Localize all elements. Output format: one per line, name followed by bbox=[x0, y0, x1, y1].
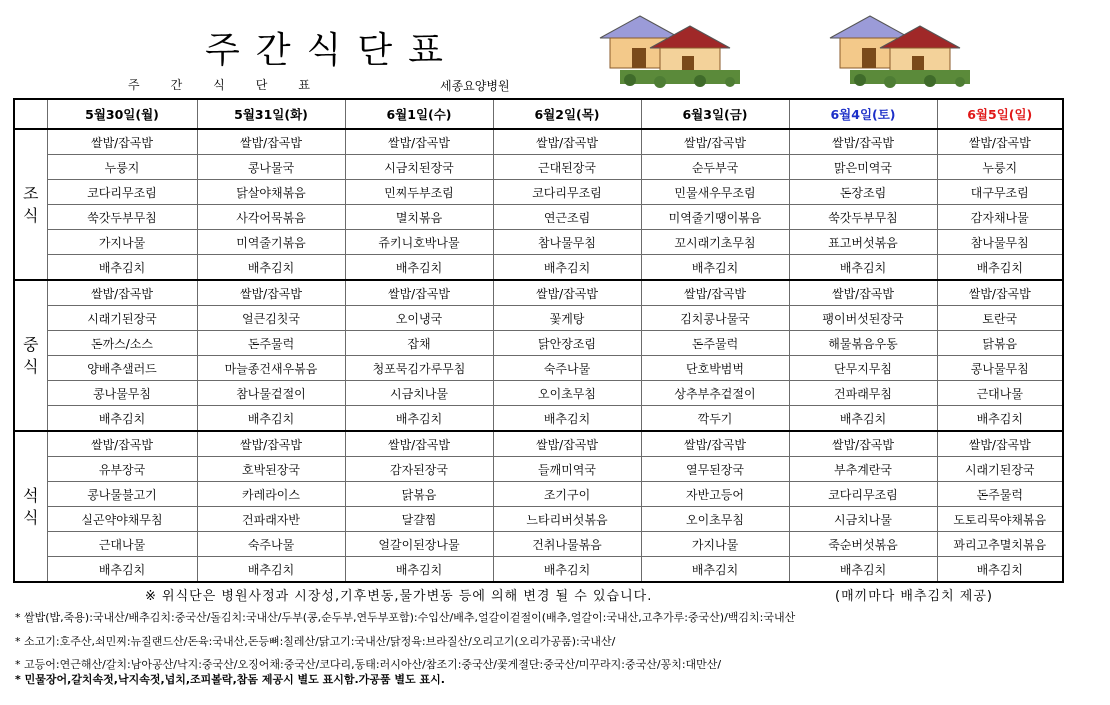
menu-cell: 근대나물 bbox=[937, 381, 1063, 406]
menu-row bbox=[14, 381, 1063, 406]
meal-label: 석 식 bbox=[14, 431, 47, 582]
menu-cell: 돈주물럭 bbox=[937, 482, 1063, 507]
menu-cell: 쌀밥/잡곡밥 bbox=[641, 280, 789, 306]
day-header-row bbox=[14, 99, 1063, 129]
menu-cell: 건파래자반 bbox=[197, 507, 345, 532]
menu-cell: 카레라이스 bbox=[197, 482, 345, 507]
corner-cell bbox=[14, 99, 47, 129]
menu-cell: 감자된장국 bbox=[345, 457, 493, 482]
menu-row bbox=[14, 230, 1063, 255]
menu-cell: 닭안장조림 bbox=[493, 331, 641, 356]
origin-line: * 소고기:호주산,쇠민찌:뉴질랜드산/돈육:국내산,돈등뼈:칠레산/닭고기:국내산/닭정육:브라질산/오리고기(오리가공품):국내산/ bbox=[15, 635, 616, 648]
menu-cell: 배추김치 bbox=[345, 406, 493, 432]
change-notice: ※ 위식단은 병원사정과 시장성,기후변동,물가변동 등에 의해 변경 될 수 있습니다. bbox=[145, 589, 653, 604]
menu-cell: 배추김치 bbox=[197, 406, 345, 432]
menu-cell: 배추김치 bbox=[47, 557, 197, 583]
menu-cell: 콩나물무침 bbox=[937, 356, 1063, 381]
menu-cell: 가지나물 bbox=[47, 230, 197, 255]
menu-cell: 시금치나물 bbox=[345, 381, 493, 406]
menu-cell: 닭살야채볶음 bbox=[197, 180, 345, 205]
menu-cell: 배추김치 bbox=[493, 255, 641, 281]
menu-cell: 느타리버섯볶음 bbox=[493, 507, 641, 532]
menu-cell: 코다리무조림 bbox=[47, 180, 197, 205]
menu-cell: 참나물무침 bbox=[937, 230, 1063, 255]
menu-row bbox=[14, 255, 1063, 281]
menu-cell: 실곤약야채무침 bbox=[47, 507, 197, 532]
day-header: 6월3일(금) bbox=[641, 99, 789, 129]
menu-cell: 쑥갓두부무침 bbox=[789, 205, 937, 230]
menu-cell: 콩나물국 bbox=[197, 155, 345, 180]
menu-cell: 쌀밥/잡곡밥 bbox=[937, 280, 1063, 306]
menu-row bbox=[14, 180, 1063, 205]
day-header-saturday: 6월4일(토) bbox=[789, 99, 937, 129]
menu-cell: 닭볶음 bbox=[937, 331, 1063, 356]
menu-cell: 쌀밥/잡곡밥 bbox=[345, 431, 493, 457]
origin-line: * 민물장어,갈치속젓,낙지속젓,넙치,조피볼락,참돔 제공시 별도 표시함.가공품 별도 표시. bbox=[15, 673, 445, 686]
menu-cell: 배추김치 bbox=[47, 255, 197, 281]
menu-cell: 돈주물럭 bbox=[197, 331, 345, 356]
menu-cell: 쌀밥/잡곡밥 bbox=[937, 129, 1063, 155]
menu-cell: 마늘종건새우볶음 bbox=[197, 356, 345, 381]
menu-cell: 오이냉국 bbox=[345, 306, 493, 331]
menu-cell: 쌀밥/잡곡밥 bbox=[197, 129, 345, 155]
meal-label: 중 식 bbox=[14, 280, 47, 431]
day-header-sunday: 6월5일(일) bbox=[937, 99, 1063, 129]
menu-cell: 배추김치 bbox=[789, 406, 937, 432]
menu-cell: 꼬시래기초무침 bbox=[641, 230, 789, 255]
menu-cell: 쌀밥/잡곡밥 bbox=[789, 129, 937, 155]
menu-cell: 참나물겉절이 bbox=[197, 381, 345, 406]
menu-cell: 시래기된장국 bbox=[47, 306, 197, 331]
menu-cell: 쌀밥/잡곡밥 bbox=[493, 431, 641, 457]
menu-cell: 쌀밥/잡곡밥 bbox=[493, 280, 641, 306]
menu-cell: 꽃게탕 bbox=[493, 306, 641, 331]
menu-cell: 배추김치 bbox=[937, 557, 1063, 583]
menu-row bbox=[14, 457, 1063, 482]
menu-cell: 배추김치 bbox=[937, 255, 1063, 281]
menu-cell: 누룽지 bbox=[47, 155, 197, 180]
menu-cell: 배추김치 bbox=[197, 557, 345, 583]
menu-cell: 들깨미역국 bbox=[493, 457, 641, 482]
menu-cell: 배추김치 bbox=[641, 255, 789, 281]
menu-cell: 배추김치 bbox=[493, 557, 641, 583]
menu-cell: 건파래무침 bbox=[789, 381, 937, 406]
menu-cell: 시래기된장국 bbox=[937, 457, 1063, 482]
menu-cell: 단무지무침 bbox=[789, 356, 937, 381]
menu-cell: 누룽지 bbox=[937, 155, 1063, 180]
menu-cell: 건취나물볶음 bbox=[493, 532, 641, 557]
menu-row bbox=[14, 482, 1063, 507]
menu-cell: 쌀밥/잡곡밥 bbox=[47, 129, 197, 155]
menu-cell: 코다리무조림 bbox=[493, 180, 641, 205]
menu-cell: 돈까스/소스 bbox=[47, 331, 197, 356]
menu-cell: 쌀밥/잡곡밥 bbox=[345, 280, 493, 306]
menu-cell: 연근조림 bbox=[493, 205, 641, 230]
menu-cell: 가지나물 bbox=[641, 532, 789, 557]
menu-cell: 민물새우무조림 bbox=[641, 180, 789, 205]
menu-cell: 배추김치 bbox=[789, 557, 937, 583]
menu-cell: 꽈리고추멸치볶음 bbox=[937, 532, 1063, 557]
menu-cell: 쌀밥/잡곡밥 bbox=[937, 431, 1063, 457]
menu-cell: 대구무조림 bbox=[937, 180, 1063, 205]
menu-cell: 오이초무침 bbox=[641, 507, 789, 532]
menu-cell: 배추김치 bbox=[789, 255, 937, 281]
menu-cell: 쌀밥/잡곡밥 bbox=[197, 280, 345, 306]
menu-cell: 돈주물럭 bbox=[641, 331, 789, 356]
meal-label: 조 식 bbox=[14, 129, 47, 280]
menu-cell: 조기구이 bbox=[493, 482, 641, 507]
menu-cell: 죽순버섯볶음 bbox=[789, 532, 937, 557]
menu-cell: 미역줄기땡이볶음 bbox=[641, 205, 789, 230]
menu-cell: 배추김치 bbox=[493, 406, 641, 432]
mailbox-house-illustration bbox=[590, 8, 770, 93]
menu-cell: 도토리묵야채볶음 bbox=[937, 507, 1063, 532]
menu-cell: 콩나물불고기 bbox=[47, 482, 197, 507]
menu-cell: 상추부추겉절이 bbox=[641, 381, 789, 406]
menu-cell: 깍두기 bbox=[641, 406, 789, 432]
menu-cell: 미역줄기볶음 bbox=[197, 230, 345, 255]
menu-cell: 쌀밥/잡곡밥 bbox=[493, 129, 641, 155]
menu-cell: 얼큰김칫국 bbox=[197, 306, 345, 331]
menu-cell: 배추김치 bbox=[197, 255, 345, 281]
menu-cell: 표고버섯볶음 bbox=[789, 230, 937, 255]
menu-cell: 잡채 bbox=[345, 331, 493, 356]
day-header: 6월2일(목) bbox=[493, 99, 641, 129]
menu-row bbox=[14, 306, 1063, 331]
menu-cell: 양배추샐러드 bbox=[47, 356, 197, 381]
menu-cell: 배추김치 bbox=[641, 557, 789, 583]
menu-cell: 시금치된장국 bbox=[345, 155, 493, 180]
menu-row bbox=[14, 331, 1063, 356]
day-header: 5월30일(월) bbox=[47, 99, 197, 129]
menu-cell: 맑은미역국 bbox=[789, 155, 937, 180]
day-header: 6월1일(수) bbox=[345, 99, 493, 129]
menu-cell: 시금치나물 bbox=[789, 507, 937, 532]
menu-cell: 쌀밥/잡곡밥 bbox=[641, 431, 789, 457]
menu-cell: 배추김치 bbox=[937, 406, 1063, 432]
menu-cell: 사각어묵볶음 bbox=[197, 205, 345, 230]
day-header: 5월31일(화) bbox=[197, 99, 345, 129]
menu-row bbox=[14, 205, 1063, 230]
menu-cell: 감자채나물 bbox=[937, 205, 1063, 230]
weekly-menu-table bbox=[13, 98, 1064, 583]
menu-cell: 쌀밥/잡곡밥 bbox=[789, 280, 937, 306]
menu-cell: 쌀밥/잡곡밥 bbox=[47, 280, 197, 306]
menu-row bbox=[14, 129, 1063, 155]
origin-line: * 고등어:연근해산/갈치:남아공산/낙지:중국산/오징어채:중국산/코다리,동태:러시아산/참조기:중국산/꽃게절단:중국산/미꾸라지:중국산/꽁치:대만산/ bbox=[15, 658, 722, 671]
menu-cell: 쌀밥/잡곡밥 bbox=[345, 129, 493, 155]
menu-cell: 코다리무조림 bbox=[789, 482, 937, 507]
menu-cell: 청포묵김가루무침 bbox=[345, 356, 493, 381]
menu-cell: 근대된장국 bbox=[493, 155, 641, 180]
menu-row bbox=[14, 532, 1063, 557]
menu-row bbox=[14, 507, 1063, 532]
menu-row bbox=[14, 356, 1063, 381]
page-title: 주간식단표 bbox=[205, 30, 459, 71]
menu-cell: 해물볶음우동 bbox=[789, 331, 937, 356]
menu-cell: 숙주나물 bbox=[493, 356, 641, 381]
menu-cell: 돈장조림 bbox=[789, 180, 937, 205]
kimchi-notice: (매끼마다 배추김치 제공) bbox=[835, 589, 993, 604]
menu-cell: 근대나물 bbox=[47, 532, 197, 557]
hospital-name: 세종요양병원 bbox=[440, 79, 510, 93]
menu-cell: 콩나물무침 bbox=[47, 381, 197, 406]
menu-cell: 오이초무침 bbox=[493, 381, 641, 406]
menu-cell: 팽이버섯된장국 bbox=[789, 306, 937, 331]
menu-cell: 단호박범벅 bbox=[641, 356, 789, 381]
menu-cell: 쌀밥/잡곡밥 bbox=[197, 431, 345, 457]
menu-row bbox=[14, 557, 1063, 583]
menu-cell: 배추김치 bbox=[345, 255, 493, 281]
menu-cell: 자반고등어 bbox=[641, 482, 789, 507]
menu-cell: 유부장국 bbox=[47, 457, 197, 482]
menu-cell: 참나물무침 bbox=[493, 230, 641, 255]
menu-cell: 민찌두부조림 bbox=[345, 180, 493, 205]
menu-cell: 순두부국 bbox=[641, 155, 789, 180]
page-subtitle: 주간식단표 bbox=[128, 78, 341, 92]
menu-cell: 배추김치 bbox=[345, 557, 493, 583]
menu-cell: 닭볶음 bbox=[345, 482, 493, 507]
menu-cell: 쑥갓두부무침 bbox=[47, 205, 197, 230]
menu-row bbox=[14, 280, 1063, 306]
menu-cell: 열무된장국 bbox=[641, 457, 789, 482]
menu-row bbox=[14, 406, 1063, 432]
menu-cell: 쌀밥/잡곡밥 bbox=[641, 129, 789, 155]
menu-cell: 얼갈이된장나물 bbox=[345, 532, 493, 557]
mailbox-house-illustration bbox=[820, 8, 1000, 93]
menu-cell: 숙주나물 bbox=[197, 532, 345, 557]
menu-cell: 쥬키니호박나물 bbox=[345, 230, 493, 255]
menu-row bbox=[14, 155, 1063, 180]
menu-cell: 쌀밥/잡곡밥 bbox=[789, 431, 937, 457]
menu-cell: 토란국 bbox=[937, 306, 1063, 331]
origin-line: * 쌀밥(밥,죽용):국내산/배추김치:중국산/돌김치:국내산/두부(콩,순두부,연두부포함):수입산/배추,얼갈이겉절이(배추,얼갈이:국내산,고추가루:중국산)/백김치:국내산 bbox=[15, 611, 796, 624]
menu-cell: 김치콩나물국 bbox=[641, 306, 789, 331]
menu-cell: 호박된장국 bbox=[197, 457, 345, 482]
menu-cell: 쌀밥/잡곡밥 bbox=[47, 431, 197, 457]
menu-cell: 부추계란국 bbox=[789, 457, 937, 482]
menu-row bbox=[14, 431, 1063, 457]
menu-cell: 달걀찜 bbox=[345, 507, 493, 532]
menu-cell: 배추김치 bbox=[47, 406, 197, 432]
menu-cell: 멸치볶음 bbox=[345, 205, 493, 230]
